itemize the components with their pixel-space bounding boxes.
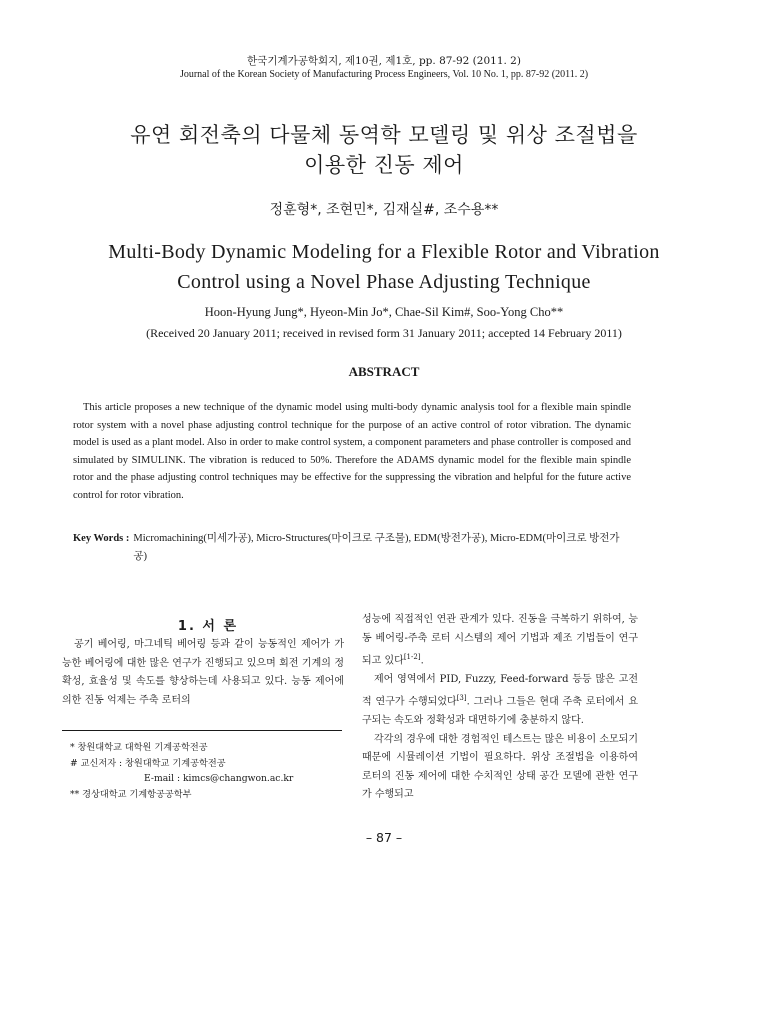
abstract-heading: ABSTRACT (348, 364, 420, 379)
paragraph-text: . (420, 655, 424, 667)
footnote-email: E-mail : kimcs@changwon.ac.kr (144, 773, 294, 784)
citation-ref: [1-2] (403, 653, 421, 661)
abstract-body: This article proposes a new technique of the dynamic model using multi-body dynamic analysis tool for a flexible main spindle rotor system with a novel phase adjusting control technique for the purpose of an active control of rotor vibration. The dynamic model is used as a plant model. Also in order to make control system, a component parameters and phase controller is composed and simulated by SIMULINK. The vibration is reduced to 50%. Therefore the ADAMS dynamic model for the flexible main spindle rotor and the phase adjusting control techniques may be effective for the suppressing the vibration and helpful for the future active control for rotor vibration. (73, 402, 631, 501)
right-column (362, 611, 638, 805)
title-english-line1: Multi-Body Dynamic Modeling for a Flexible Rotor and Vibration (108, 241, 660, 263)
footnote-affiliation-2: ** 경상대학교 기계항공공학부 (70, 788, 192, 800)
keywords (73, 530, 633, 566)
intro-paragraph-right-2 (362, 671, 638, 731)
footnote-divider (62, 730, 342, 731)
section-heading: 1. 서 론 (177, 619, 239, 634)
intro-paragraph-left: 공기 베어링, 마그네틱 베어링 등과 같이 능동적인 제어가 가능한 베어링에 대한 많은 연구가 진행되고 있으며 회전 기계의 정확성, 효율성 및 속도를 향상하는데 사용되고 있다. 능동 제어에 의한 진동 억제는 주축 로터의 (62, 639, 344, 706)
title-korean-line2: 이용한 진동 제어 (304, 153, 464, 177)
intro-paragraph-right-1 (362, 611, 638, 671)
paragraph-text: 성능에 직접적인 연관 관계가 있다. 진동을 극복하기 위하여, 능동 베어링-주축 로터 시스템의 제어 기법과 제조 기법들이 연구되고 있다 (362, 614, 638, 667)
page-number: – 87 – (365, 830, 403, 845)
footnote-affiliation-1: * 창원대학교 대학원 기계공학전공 (70, 742, 208, 753)
title-korean (60, 120, 708, 180)
received-dates: (Received 20 January 2011; received in revised form 31 January 2011; accepted 14 February 2011) (146, 326, 622, 340)
citation-ref: [3] (456, 694, 467, 703)
title-english (60, 237, 708, 297)
journal-header-english: Journal of the Korean Society of Manufacturing Process Engineers, Vol. 10 No. 1, pp. 87-92 (2011. 2) (179, 69, 589, 80)
authors-english: Hoon-Hyung Jung*, Hyeon-Min Jo*, Chae-Sil Kim#, Soo-Yong Cho** (204, 305, 564, 319)
keywords-label: Key Words : (73, 533, 130, 544)
journal-header-korean: 한국기계가공학회지, 제10권, 제1호, pp. 87-92 (2011. 2) (247, 55, 521, 67)
authors-korean: 정훈형*, 조현민*, 김재실#, 조수용** (269, 202, 499, 218)
title-english-line2: Control using a Novel Phase Adjusting Technique (177, 271, 591, 293)
paragraph-text: 제어 영역에서 PID, Fuzzy, Feed-forward 등등 많은 고전적 연구가 수행되었다 (362, 673, 638, 708)
left-column (62, 636, 344, 710)
intro-paragraph-right-3: 각각의 경우에 대한 경험적인 테스트는 많은 비용이 소모되기 때문에 시뮬레이션 기법이 필요하다. 위상 조절법을 이용하여 로터의 진동 제어에 대한 수치적인 상태 공간 모델에 관한 연구가 수행되고 (362, 733, 638, 801)
footnote-corresponding-author: # 교신저자 : 창원대학교 기계공학전공 (70, 757, 226, 769)
keywords-text: Micromachining(미세가공), Micro-Structures(마이크로 구조물), EDM(방전가공), Micro-EDM(마이크로 방전가공) (133, 533, 620, 562)
title-korean-line1: 유연 회전축의 다물체 동역학 모델링 및 위상 조절법을 (130, 123, 638, 147)
footnotes (70, 740, 350, 802)
paragraph-text: . 그러나 그들은 현대 주축 로터에서 요구되는 속도와 정확성과 대면하기에 충분하지 않다. (362, 696, 638, 727)
